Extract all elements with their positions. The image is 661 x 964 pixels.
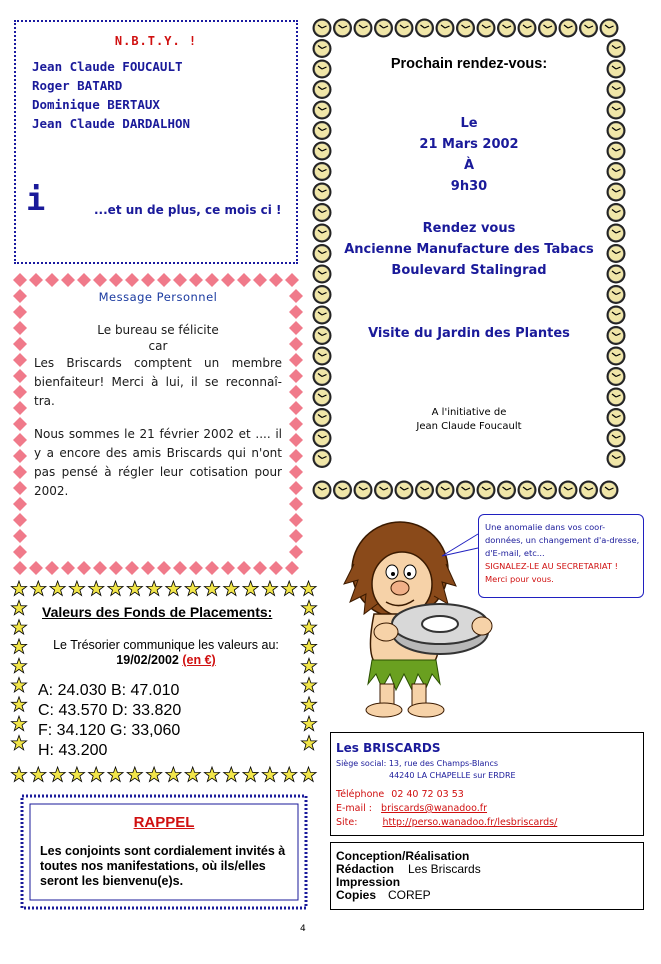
rendezvous-box	[310, 16, 628, 502]
diamond-ornament	[289, 401, 303, 415]
diamond-ornament	[13, 353, 27, 367]
fonds-box	[10, 580, 318, 784]
star-ornament	[69, 767, 84, 782]
star-ornament	[11, 620, 26, 635]
speech-callout	[478, 514, 644, 598]
diamond-ornament	[13, 305, 27, 319]
star-ornament	[185, 767, 200, 782]
diamond-ornament	[157, 273, 171, 287]
diamond-ornament	[29, 273, 43, 287]
rendezvous-visit: Visite du Jardin des Plantes	[368, 326, 570, 341]
message-title: Message Personnel	[98, 290, 218, 304]
diamond-ornament	[173, 273, 187, 287]
star-ornament	[11, 639, 26, 654]
message-line: Le bureau se félicite	[97, 323, 219, 337]
nbty-name: Jean Claude FOUCAULT	[32, 59, 183, 74]
star-ornament	[50, 767, 65, 782]
site-label: Site:	[336, 817, 358, 828]
phone-label: Téléphone	[336, 789, 385, 800]
diamond-ornament	[13, 497, 27, 511]
clock-ornament	[607, 326, 626, 345]
diamond-ornament	[13, 417, 27, 431]
redaction-value: Les Briscards	[408, 862, 481, 876]
star-ornament	[243, 767, 258, 782]
diamond-ornament	[289, 465, 303, 479]
star-ornament	[166, 767, 181, 782]
star-ornament	[11, 697, 26, 712]
diamond-ornament	[13, 385, 27, 399]
briscards-address: Siège social: 13, rue des Champs-Blancs	[336, 759, 499, 768]
star-ornament	[127, 767, 142, 782]
diamond-ornament	[253, 561, 267, 575]
diamond-ornament	[289, 529, 303, 543]
diamond-ornament	[269, 561, 283, 575]
star-ornament	[50, 581, 65, 596]
diamond-ornament	[45, 273, 59, 287]
star-ornament	[11, 767, 26, 782]
diamond-ornament	[13, 401, 27, 415]
diamond-ornament	[289, 449, 303, 463]
star-ornament	[224, 767, 239, 782]
page-number: 4	[300, 924, 306, 934]
nbty-name: Jean Claude DARDALHON	[32, 116, 191, 131]
diamond-ornament	[13, 545, 27, 559]
clock-ornament	[607, 60, 626, 79]
redaction-label: Rédaction	[336, 862, 395, 876]
star-ornament	[89, 767, 104, 782]
diamond-ornament	[13, 369, 27, 383]
clock-ornament	[313, 265, 332, 284]
star-ornament	[301, 620, 316, 635]
diamond-ornament	[205, 561, 219, 575]
clock-ornament	[313, 388, 332, 407]
fonds-currency: (en €)	[182, 653, 216, 667]
fonds-title: Valeurs des Fonds de Placements:	[42, 604, 273, 620]
clock-ornament	[313, 60, 332, 79]
clock-ornament	[607, 39, 626, 58]
diamond-ornament	[45, 561, 59, 575]
star-ornament	[127, 581, 142, 596]
diamond-ornament	[289, 305, 303, 319]
clock-ornament	[607, 183, 626, 202]
star-ornament	[108, 581, 123, 596]
diamond-ornament	[77, 561, 91, 575]
diamond-ornament	[269, 273, 283, 287]
clock-ornament	[607, 347, 626, 366]
diamond-ornament	[285, 273, 299, 287]
diamond-ornament	[237, 561, 251, 575]
clock-ornament	[313, 224, 332, 243]
star-ornament	[224, 581, 239, 596]
diamond-ornament	[125, 273, 139, 287]
clock-ornament	[313, 121, 332, 140]
clock-ornament	[600, 481, 619, 500]
star-ornament	[301, 697, 316, 712]
clock-ornament	[607, 101, 626, 120]
clock-ornament	[607, 388, 626, 407]
clock-ornament	[313, 347, 332, 366]
callout-tail	[440, 530, 482, 560]
star-ornament	[11, 600, 26, 615]
diamond-ornament	[61, 561, 75, 575]
diamond-ornament	[289, 497, 303, 511]
star-ornament	[166, 581, 181, 596]
clock-ornament	[607, 162, 626, 181]
nbty-note: ...et un de plus, ce mois ci !	[94, 203, 282, 217]
rendezvous-le: Le	[460, 116, 478, 131]
star-ornament	[301, 639, 316, 654]
star-ornament	[301, 716, 316, 731]
diamond-ornament	[157, 561, 171, 575]
clock-ornament	[607, 121, 626, 140]
diamond-ornament	[13, 529, 27, 543]
diamond-ornament	[285, 561, 299, 575]
clock-ornament	[313, 449, 332, 468]
callout-text	[485, 521, 641, 586]
briscards-phone-row	[336, 789, 464, 800]
diamond-ornament	[61, 273, 75, 287]
diamond-ornament	[29, 561, 43, 575]
star-ornament	[301, 767, 316, 782]
star-ornament	[69, 581, 84, 596]
callout-thanks: Merci pour vous.	[485, 574, 554, 584]
diamond-ornament	[253, 273, 267, 287]
clock-ornament	[313, 285, 332, 304]
conception-box	[330, 842, 644, 910]
diamond-ornament	[289, 417, 303, 431]
copies-value: COREP	[388, 888, 431, 902]
briscards-email-row	[336, 803, 487, 814]
fonds-value-row: C: 43.570 D: 33.820	[38, 702, 182, 719]
rappel-box	[18, 792, 310, 912]
clock-ornament	[313, 306, 332, 325]
diamond-ornament	[13, 273, 27, 287]
diamond-ornament	[13, 433, 27, 447]
star-ornament	[11, 678, 26, 693]
diamond-ornament	[289, 385, 303, 399]
fonds-intro-text: Le Trésorier communique les valeurs au:	[53, 638, 279, 652]
diamond-ornament	[173, 561, 187, 575]
nbty-box	[14, 20, 298, 264]
clock-ornament	[607, 142, 626, 161]
star-ornament	[301, 735, 316, 750]
rappel-text: Les conjoints sont cordialement invités à toutes nos manifestations, où ils/elles seront les bienvenu(e)s.	[40, 844, 286, 888]
site-link[interactable]: http://perso.wanadoo.fr/lesbriscards/	[382, 817, 558, 828]
clock-ornament	[313, 183, 332, 202]
fonds-intro	[38, 638, 294, 668]
message-line: car	[148, 339, 168, 353]
star-ornament	[89, 581, 104, 596]
clock-ornament	[313, 481, 332, 500]
fonds-date: 19/02/2002	[116, 653, 179, 667]
diamond-ornament	[13, 513, 27, 527]
message-paragraph: Nous sommes le 21 février 2002 et .... il y a encore des amis Briscards qui n'ont pas pensé à régler leur cotisation pour 2002.	[34, 427, 282, 498]
clock-ornament	[607, 80, 626, 99]
initiative-line: A l'initiative de	[431, 407, 507, 418]
diamond-ornament	[13, 561, 27, 575]
diamond-ornament	[289, 369, 303, 383]
fonds-value-row: A: 24.030 B: 47.010	[38, 682, 180, 699]
briscards-site-row	[336, 817, 557, 828]
clock-ornament	[313, 142, 332, 161]
diamond-ornament	[109, 561, 123, 575]
diamond-ornament	[189, 561, 203, 575]
copies-label: Copies	[336, 888, 377, 902]
email-label: E-mail :	[336, 803, 373, 814]
diamond-ornament	[13, 465, 27, 479]
clock-ornament	[313, 203, 332, 222]
star-ornament	[11, 658, 26, 673]
diamond-ornament	[109, 273, 123, 287]
diamond-ornament	[13, 449, 27, 463]
star-ornament	[204, 581, 219, 596]
diamond-ornament	[237, 273, 251, 287]
clock-ornament	[607, 285, 626, 304]
clock-ornament	[313, 367, 332, 386]
rendezvous-initiative	[340, 406, 598, 434]
diamond-ornament	[77, 273, 91, 287]
diamond-ornament	[93, 273, 107, 287]
clock-ornament	[607, 408, 626, 427]
star-ornament	[301, 600, 316, 615]
star-ornament	[31, 767, 46, 782]
clock-ornament	[313, 39, 332, 58]
fonds-value-row: H: 43.200	[38, 742, 108, 759]
star-ornament	[301, 658, 316, 673]
clock-ornament	[313, 244, 332, 263]
clock-ornament	[607, 224, 626, 243]
clock-ornament	[607, 203, 626, 222]
rendezvous-content	[340, 16, 598, 502]
clock-ornament	[607, 367, 626, 386]
diamond-ornament	[125, 561, 139, 575]
nbty-name: Dominique BERTAUX	[32, 97, 160, 112]
star-ornament	[301, 678, 316, 693]
diamond-ornament	[289, 337, 303, 351]
info-i-glyph: i	[26, 180, 46, 218]
star-ornament	[243, 581, 258, 596]
nbty-title: N.B.T.Y. !	[114, 34, 198, 48]
clock-ornament	[607, 306, 626, 325]
diamond-ornament	[13, 321, 27, 335]
clock-ornament	[600, 19, 619, 38]
star-ornament	[282, 581, 297, 596]
phone-number: 02 40 72 03 53	[391, 789, 464, 800]
clock-ornament	[607, 449, 626, 468]
rendezvous-date: 21 Mars 2002	[419, 137, 519, 152]
diamond-ornament	[289, 481, 303, 495]
diamond-ornament	[221, 273, 235, 287]
star-ornament	[11, 735, 26, 750]
rendezvous-place: Ancienne Manufacture des Tabacs	[344, 242, 594, 257]
briscards-name: Les BRISCARDS	[336, 741, 441, 755]
star-ornament	[108, 767, 123, 782]
diamond-ornament	[141, 561, 155, 575]
diamond-ornament	[289, 545, 303, 559]
star-ornament	[262, 767, 277, 782]
clock-ornament	[313, 101, 332, 120]
star-ornament	[11, 716, 26, 731]
fonds-value-row: F: 34.120 G: 33,060	[38, 722, 181, 739]
email-link[interactable]: briscards@wanadoo.fr	[381, 803, 488, 814]
clock-ornament	[313, 326, 332, 345]
clock-ornament	[607, 244, 626, 263]
clock-ornament	[313, 80, 332, 99]
diamond-ornament	[13, 481, 27, 495]
rappel-title: RAPPEL	[133, 814, 195, 831]
clock-ornament	[313, 19, 332, 38]
rendezvous-title: Prochain rendez-vous:	[390, 56, 548, 72]
diamond-ornament	[93, 561, 107, 575]
message-box	[12, 272, 304, 576]
rendezvous-place: Boulevard Stalingrad	[391, 263, 547, 278]
callout-warning: SIGNALEZ-LE AU SECRETARIAT !	[485, 561, 618, 571]
diamond-ornament	[205, 273, 219, 287]
initiative-name: Jean Claude Foucault	[416, 421, 522, 432]
clock-ornament	[313, 429, 332, 448]
star-ornament	[204, 767, 219, 782]
briscards-contact-box	[330, 732, 644, 836]
diamond-ornament	[141, 273, 155, 287]
star-ornament	[262, 581, 277, 596]
message-paragraph: Les Briscards comptent un membre bienfaiteur! Merci à lui, il se reconnaî-tra.	[34, 356, 282, 408]
clock-ornament	[607, 429, 626, 448]
diamond-ornament	[289, 513, 303, 527]
star-ornament	[147, 767, 162, 782]
star-ornament	[301, 581, 316, 596]
star-ornament	[147, 581, 162, 596]
rendezvous-rv: Rendez vous	[422, 221, 516, 236]
conception-label: Conception/Réalisation	[336, 849, 470, 863]
clock-ornament	[607, 265, 626, 284]
message-content	[34, 290, 282, 556]
impression-label: Impression	[336, 875, 401, 889]
diamond-ornament	[289, 321, 303, 335]
nbty-name: Roger BATARD	[32, 78, 123, 93]
clock-ornament	[313, 408, 332, 427]
diamond-ornament	[13, 289, 27, 303]
diamond-ornament	[289, 353, 303, 367]
star-ornament	[185, 581, 200, 596]
rendezvous-time: 9h30	[450, 179, 488, 194]
star-ornament	[282, 767, 297, 782]
star-ornament	[31, 581, 46, 596]
diamond-ornament	[289, 433, 303, 447]
diamond-ornament	[221, 561, 235, 575]
rendezvous-a: À	[463, 158, 475, 173]
briscards-address: 44240 LA CHAPELLE sur ERDRE	[389, 771, 516, 780]
diamond-ornament	[13, 337, 27, 351]
diamond-ornament	[289, 289, 303, 303]
diamond-ornament	[189, 273, 203, 287]
callout-message: Une anomalie dans vos coor-données, un changement d'a-dresse, d'E-mail, etc...	[485, 522, 640, 558]
star-ornament	[11, 581, 26, 596]
clock-ornament	[313, 162, 332, 181]
